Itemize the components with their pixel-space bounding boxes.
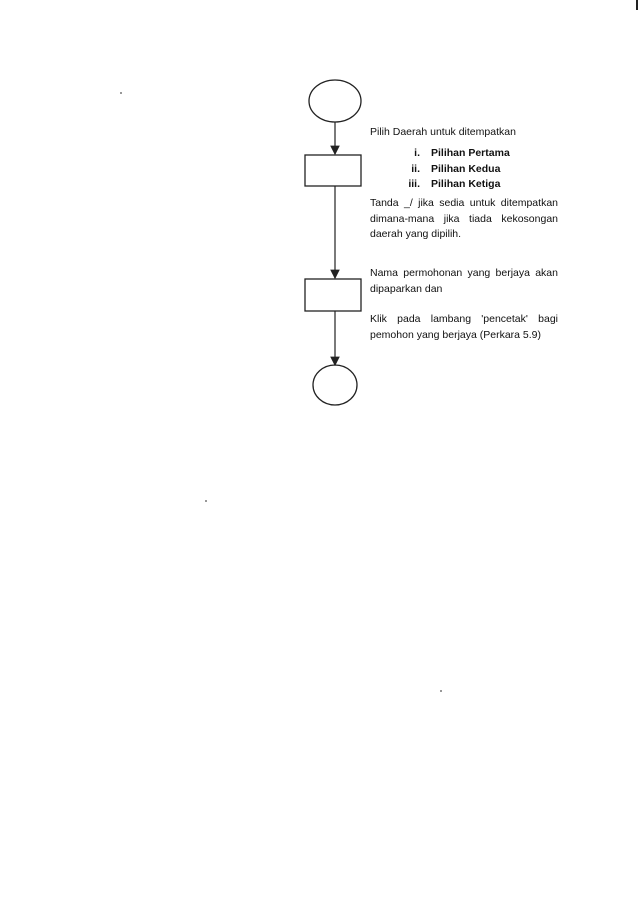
choice-label: Pilihan Kedua <box>431 162 501 175</box>
scan-speck <box>205 500 207 502</box>
process-box-choose-region <box>305 155 361 186</box>
process-box-results <box>305 279 361 311</box>
choice-numeral: i. <box>414 147 420 159</box>
choice-item <box>370 146 558 162</box>
choice-list <box>370 146 558 193</box>
tick-instruction: Tanda _/ jika sedia untuk ditempatkan dimana-mana jika tiada kekosongan daerah yang dipilih. <box>370 197 558 240</box>
choice-item <box>370 177 558 193</box>
scan-speck <box>120 92 122 94</box>
end-terminator <box>313 365 357 405</box>
start-terminator <box>309 80 361 122</box>
choice-numeral: ii. <box>411 162 420 175</box>
scan-speck <box>440 690 442 692</box>
print-instruction: Klik pada lambang 'pencetak' bagi pemohon yang berjaya (Perkara 5.9) <box>370 313 558 341</box>
choice-item <box>370 162 558 178</box>
choice-numeral: iii. <box>408 178 420 190</box>
instruction-heading: Pilih Daerah untuk ditempatkan <box>370 126 516 138</box>
choice-label: Pilihan Ketiga <box>431 178 501 190</box>
result-instruction: Nama permohonan yang berjaya akan dipaparkan dan <box>370 267 558 295</box>
choice-label: Pilihan Pertama <box>431 147 510 159</box>
